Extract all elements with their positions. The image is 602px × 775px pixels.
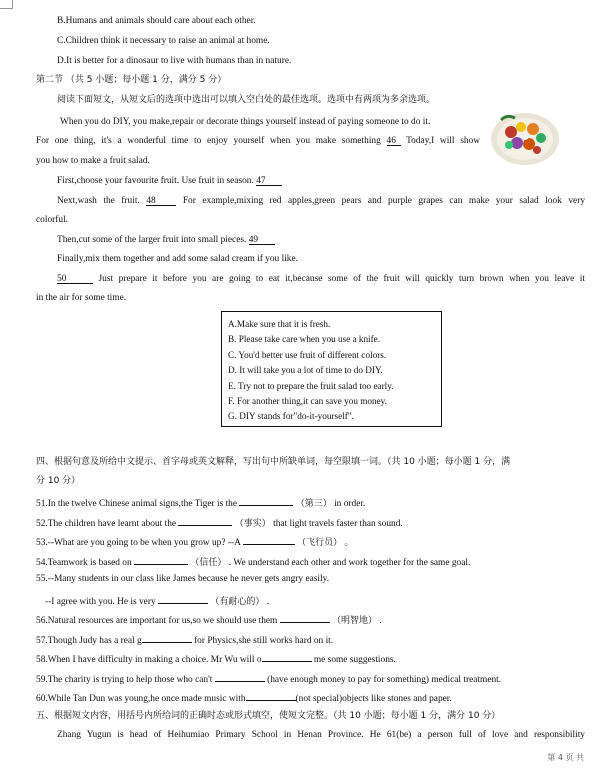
q56-tail: . bbox=[379, 616, 382, 626]
option-b: B.Humans and animals should care about each other. bbox=[57, 16, 256, 26]
q52-text: 52.The children have learnt about the bbox=[36, 519, 177, 529]
passage-line-8: Finally,mix them together and add some salad cream if you like. bbox=[57, 254, 298, 264]
q57-blank[interactable] bbox=[142, 632, 192, 643]
options-box bbox=[221, 311, 442, 427]
q53-text: 53.--What are you going to be when you grow up? --A bbox=[36, 538, 241, 548]
section4-heading-2: 分 10 分） bbox=[36, 476, 81, 486]
q52-hint: （事实） bbox=[234, 519, 271, 529]
q58-blank[interactable] bbox=[262, 651, 312, 662]
q54-blank[interactable] bbox=[134, 554, 188, 565]
question-53 bbox=[36, 534, 353, 549]
section5-line-1: Zhang Yugun is head of Heihumiao Primary School in Henan Province. He 61(be) a person full of love and responsibility bbox=[57, 730, 585, 740]
passage-line-2b: Today,I will show bbox=[406, 136, 481, 146]
q60-tail: (not special)objects like stones and paper. bbox=[295, 694, 452, 704]
q51-text: 51.In the twelve Chinese animal signs,the Tiger is the bbox=[36, 499, 238, 509]
passage-line-2 bbox=[36, 135, 480, 147]
option-g-text: G. DIY stands for"do-it-yourself". bbox=[228, 411, 354, 421]
option-c-text: C. You'd better use fruit of different colors. bbox=[228, 350, 387, 360]
q53-hint: （飞行员） bbox=[297, 538, 343, 548]
option-c: C.Children think it necessary to raise an animal at home. bbox=[57, 36, 270, 46]
passage-line-9-text: Just prepare it before you are going to eat it,because some of the fruit will quickly turn brown when you leave it bbox=[98, 274, 586, 284]
blank-47[interactable]: 47 bbox=[256, 175, 282, 186]
q55-reply-text: --I agree with you. He is very bbox=[45, 597, 156, 607]
q59-tail: (have enough money to pay for something) medical treatment. bbox=[267, 675, 502, 685]
q54-hint: （信任） bbox=[190, 558, 227, 568]
q59-blank[interactable] bbox=[215, 671, 265, 682]
option-d: D.It is better for a dinosaur to live with humans than in nature. bbox=[57, 56, 292, 66]
q51-blank[interactable] bbox=[239, 495, 293, 506]
q60-blank[interactable] bbox=[246, 690, 296, 701]
q51-tail: in order. bbox=[334, 499, 366, 509]
option-e-text: E. Try not to prepare the fruit salad too early. bbox=[228, 381, 394, 391]
page-corner-mark bbox=[0, 0, 13, 9]
blank-46[interactable]: 46 bbox=[387, 135, 401, 146]
option-f-text: F. For another thing,it can save you money. bbox=[228, 396, 387, 406]
passage-line-6: colorful. bbox=[36, 215, 69, 225]
q58-text: 58.When I have difficulty in making a choice. Mr Wu will o bbox=[36, 655, 262, 665]
q55-hint: （有耐心的） bbox=[210, 597, 265, 607]
q53-tail: 。 bbox=[344, 538, 354, 548]
fruit-salad-image bbox=[489, 110, 561, 168]
passage-line-4a: First,choose your favourite fruit. Use fruit in season. bbox=[57, 176, 254, 186]
passage-line-5a: Next,wash the fruit. bbox=[57, 196, 140, 206]
q55-text: 55.--Many students in our class like James because he never gets angry easily. bbox=[36, 574, 330, 584]
section2-instruction: 阅读下面短文，从短文后的选项中选出可以填入空白处的最佳选项。选项中有两项为多余选项。 bbox=[57, 95, 436, 105]
section5-heading: 五、根据短文内容，用括号内所给词的正确时态或形式填空，使短文完整。（共 10 小题；每小题 1 分，满分 10 分） bbox=[36, 711, 501, 721]
q59-text: 59.The charity is trying to help those who can't bbox=[36, 675, 213, 685]
blank-49[interactable]: 49 bbox=[249, 234, 275, 245]
question-57 bbox=[36, 632, 333, 647]
question-55 bbox=[36, 573, 329, 585]
section2-heading: 第二节 （共 5 小题；每小题 1 分，满分 5 分） bbox=[36, 75, 227, 85]
q56-hint: （明智地） bbox=[332, 616, 378, 626]
q56-blank[interactable] bbox=[280, 612, 330, 623]
passage-line-7a: Then,cut some of the larger fruit into small pieces. bbox=[57, 235, 247, 245]
question-58 bbox=[36, 651, 396, 666]
question-54 bbox=[36, 554, 470, 569]
passage-line-1: When you do DIY, you make,repair or decorate things yourself instead of paying someone to do it. bbox=[60, 117, 431, 127]
passage-line-10: in the air for some time. bbox=[36, 293, 127, 303]
section4-heading-1: 四、根据句意及所给中文提示、首字母或英文解释，写出句中所缺单词，每空限填一词。（共 10 小题；每小题 1 分，满 bbox=[36, 457, 511, 467]
passage-line-4 bbox=[57, 175, 282, 187]
q51-hint: （第三） bbox=[295, 499, 332, 509]
option-a-text: A.Make sure that it is fresh. bbox=[228, 319, 331, 329]
question-55-reply bbox=[45, 593, 269, 608]
passage-line-3: you how to make a fruit salad. bbox=[36, 156, 150, 166]
question-56 bbox=[36, 612, 382, 627]
q52-tail: that light travels faster than sound. bbox=[273, 519, 403, 529]
q57-tail: for Physics,she still works hard on it. bbox=[194, 636, 334, 646]
question-51 bbox=[36, 495, 365, 510]
q60-text: 60.While Tan Dun was young,he once made music with bbox=[36, 694, 246, 704]
blank-48[interactable]: 48 bbox=[146, 195, 176, 206]
q52-blank[interactable] bbox=[178, 515, 232, 526]
passage-line-2a: For one thing, it's a wonderful time to enjoy yourself when you make something bbox=[36, 136, 381, 146]
passage-line-5 bbox=[57, 195, 585, 207]
passage-line-5b: For example,mixing red apples,green pears and purple grapes can make your salad look very bbox=[182, 196, 586, 206]
q54-text: 54.Teamwork is based on bbox=[36, 558, 132, 568]
q57-text: 57.Though Judy has a real g bbox=[36, 636, 142, 646]
q56-text: 56.Natural resources are important for us,so we should use them bbox=[36, 616, 278, 626]
q54-tail: . We understand each other and work together for the same goal. bbox=[228, 558, 471, 568]
q55-blank[interactable] bbox=[158, 593, 208, 604]
option-d-text: D. It will take you a lot of time to do DIY. bbox=[228, 365, 383, 375]
q53-blank[interactable] bbox=[243, 534, 295, 545]
q58-tail: me some suggestions. bbox=[313, 655, 396, 665]
q55-tail: . bbox=[266, 597, 270, 607]
option-b-text: B. Please take care when you use a knife. bbox=[228, 334, 381, 344]
question-60 bbox=[36, 690, 452, 705]
passage-line-7 bbox=[57, 234, 275, 246]
page-number: 第 4 页 共 bbox=[547, 753, 584, 762]
blank-50[interactable]: 50 bbox=[57, 273, 93, 284]
question-59 bbox=[36, 671, 501, 686]
question-52 bbox=[36, 515, 403, 530]
passage-line-9 bbox=[57, 273, 585, 285]
